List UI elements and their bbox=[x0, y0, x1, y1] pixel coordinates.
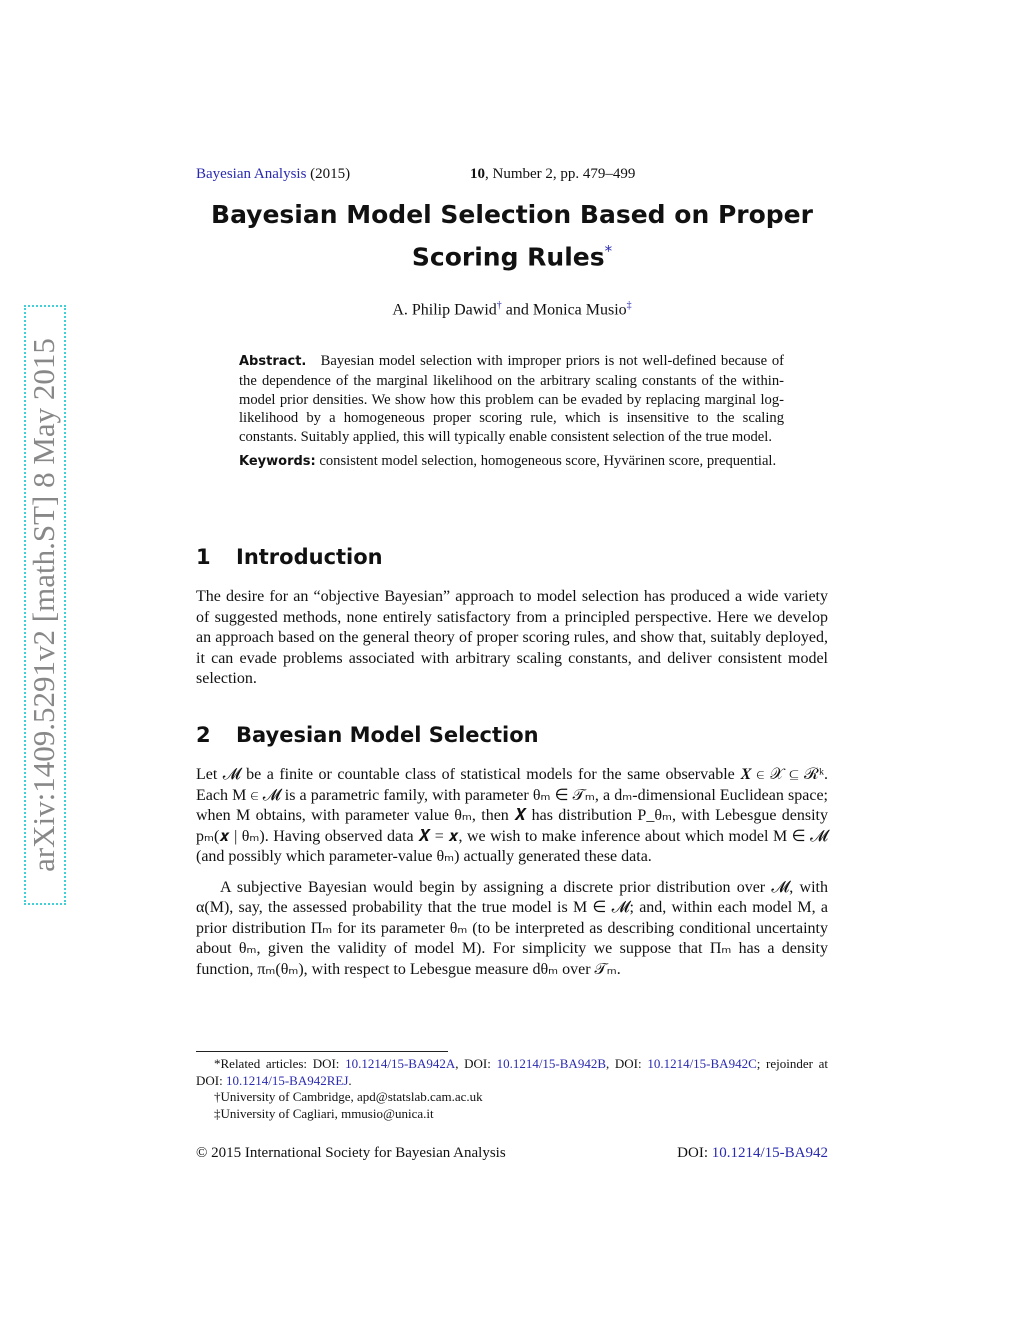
author-1: A. Philip Dawid bbox=[392, 301, 497, 319]
fn-text: ; rejoinder at DOI: bbox=[196, 1056, 829, 1088]
title-footnote-mark[interactable]: * bbox=[604, 242, 613, 260]
section-number: 2 bbox=[196, 723, 211, 747]
title-text: Bayesian Model Selection Based on Proper Scoring Rules bbox=[211, 200, 813, 272]
introduction-body bbox=[196, 587, 828, 690]
footnotes bbox=[196, 1056, 828, 1122]
journal-header bbox=[196, 166, 828, 183]
page-footer bbox=[196, 1145, 828, 1162]
section-heading-introduction bbox=[196, 545, 383, 569]
section-heading-model-selection bbox=[196, 723, 539, 747]
section-title: Bayesian Model Selection bbox=[236, 723, 539, 747]
author-2-mark[interactable]: ‡ bbox=[626, 300, 632, 311]
authors bbox=[196, 300, 828, 319]
fn-text: , DOI: bbox=[605, 1056, 648, 1071]
keywords: consistent model selection, homogeneous score, Hyvärinen score, prequential. bbox=[319, 452, 777, 469]
arxiv-stamp: arXiv:1409.5291v2 [math.ST] 8 May 2015 bbox=[24, 305, 66, 905]
footnote-related bbox=[196, 1056, 828, 1089]
paragraph: The desire for an “objective Bayesian” approach to model selection has produced a wide variety of suggested methods, none entirely satisfactory from a principled perspective. Here we develop an approach based on the general theory of proper scoring rules, and show that, suitably deployed, it can evade problems associated with arbitrary scaling constants, and deliver consistent model selection. bbox=[196, 588, 828, 687]
abstract bbox=[239, 352, 784, 472]
fn-text: , DOI: bbox=[455, 1056, 497, 1071]
abstract-text: Bayesian model selection with improper priors is not well-defined because of the dependence of the marginal likelihood on the arbitrary scaling constants of the within-model prior densities. We show how this problem can be evaded by replacing marginal log-likelihood by a homogeneous proper scoring rule, which is insensitive to the scaling constants. Suitably applied, this will typically enable consistent selection of the true model. bbox=[239, 353, 785, 446]
doi-link-a[interactable]: 10.1214/15-BA942A bbox=[345, 1056, 456, 1071]
abstract-label: Abstract. bbox=[239, 354, 307, 369]
authors-and: and bbox=[501, 301, 533, 319]
footer-doi bbox=[677, 1145, 828, 1162]
doi-link-b[interactable]: 10.1214/15-BA942B bbox=[496, 1056, 606, 1071]
paragraph: A subjective Bayesian would begin by assigning a discrete prior distribution over 𝓜, with α(M), say, the assessed probability that the true model is M ∈ 𝓜; and, within each model M, a prior distribution Πₘ for its parameter θₘ (to be interpreted as describing conditional uncertainty about θₘ, given the validity of model M). For simplicity we suppose that Πₘ has a density function, πₘ(θₘ), with respect to Lebesgue measure dθₘ over 𝒯ₘ. bbox=[196, 878, 828, 978]
footnote-dagger: †University of Cambridge, apd@statslab.cam.ac.uk bbox=[214, 1089, 483, 1104]
copyright: © 2015 International Society for Bayesian Analysis bbox=[196, 1145, 506, 1161]
paragraph: Let 𝓜 be a finite or countable class of statistical models for the same observable 𝑿 ∈ 𝒳 ⊆ ℛᵏ. Each M ∈ 𝓜 is a parametric family, with parameter θₘ ∈ 𝒯ₘ, a dₘ-dimensional Euclidean space; when M obtains, with parameter value θₘ, then 𝑿 has distribution P_θₘ, with Lebesgue density pₘ(𝒙 | θₘ). Having observed data 𝑿 = 𝒙, we wish to make inference about which model M ∈ 𝓜 (and possibly which parameter-value θₘ) actually generated these data. bbox=[196, 766, 828, 865]
doi-label: DOI: bbox=[677, 1145, 712, 1161]
journal-year: (2015) bbox=[310, 166, 351, 182]
paper-title bbox=[196, 196, 828, 275]
keywords-label: Keywords: bbox=[239, 453, 316, 469]
footnote-ddagger: ‡University of Cagliari, mmusio@unica.it bbox=[214, 1105, 434, 1121]
fn-text: *Related articles: DOI: bbox=[214, 1056, 346, 1071]
author-1-mark[interactable]: † bbox=[496, 300, 502, 311]
doi-link-c[interactable]: 10.1214/15-BA942C bbox=[647, 1056, 757, 1071]
author-2: Monica Musio bbox=[532, 301, 627, 319]
footnote-rule bbox=[196, 1051, 448, 1052]
fn-text: . bbox=[348, 1072, 352, 1088]
model-selection-body bbox=[196, 765, 828, 980]
doi-link[interactable]: 10.1214/15-BA942 bbox=[711, 1145, 828, 1161]
issue-pages: , Number 2, pp. 479–499 bbox=[485, 166, 636, 182]
section-title: Introduction bbox=[236, 545, 383, 569]
volume: 10 bbox=[470, 166, 485, 182]
doi-link-rejoinder[interactable]: 10.1214/15-BA942REJ bbox=[225, 1072, 349, 1088]
journal-link[interactable]: Bayesian Analysis bbox=[196, 166, 307, 182]
section-number: 1 bbox=[196, 545, 211, 569]
